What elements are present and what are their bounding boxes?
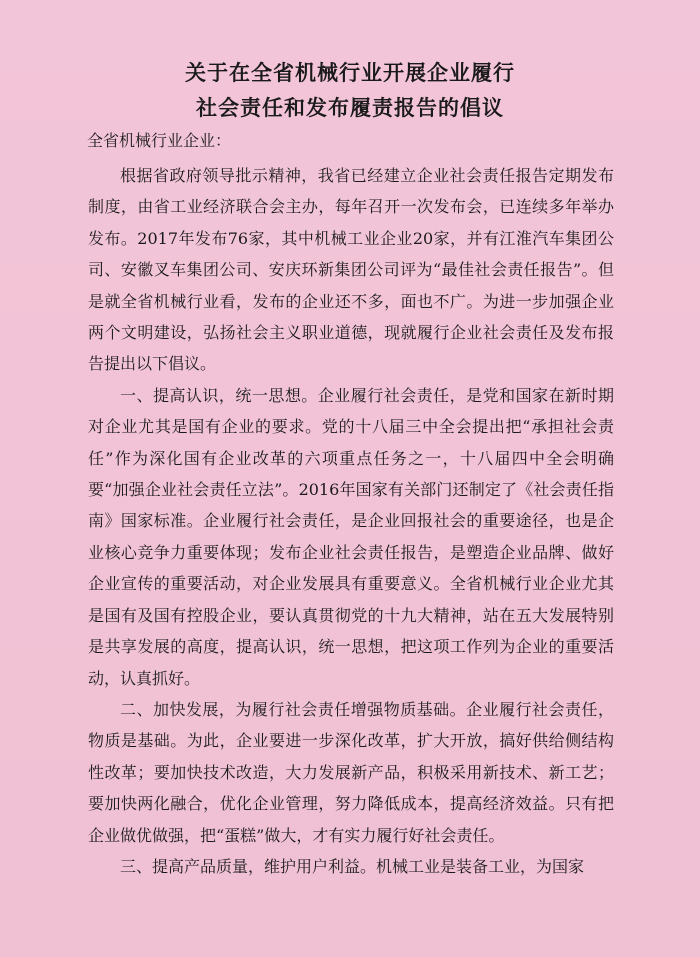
paragraph-section-3: 三、提高产品质量，维护用户利益。机械工业是装备工业，为国家 — [120, 856, 585, 876]
salutation: 全省机械行业企业： — [87, 131, 232, 150]
document-title-line-1: 关于在全省机械行业开展企业履行 — [185, 60, 515, 85]
document-title-line-2: 社会责任和发布履责报告的倡议 — [196, 95, 504, 120]
document-body — [88, 160, 614, 882]
paragraph-intro: 根据省政府领导批示精神，我省已经建立企业社会责任报告定期发布制度，由省工业经济联合会主办，每年召开一次发布会，已连续多年举办发布。2017年发布76家，其中机械工业企业20家，并有江淮汽车集团公司、安徽叉车集团公司、安庆环新集团公司评为“最佳社会责任报告”。但是就全省机械行业看，发布的企业还不多，面也不广。为进一步加强企业两个文明建设，弘扬社会主义职业道德，现就履行企业社会责任及发布报告提出以下倡议。 — [88, 166, 614, 374]
paragraph-section-1: 一、提高认识，统一思想。企业履行社会责任，是党和国家在新时期对企业尤其是国有企业的要求。党的十八届三中全会提出把“承担社会责任”作为深化国有企业改革的六项重点任务之一，十八届四中全会明确要“加强企业社会责任立法”。2016年国家有关部门还制定了《社会责任指南》国家标准。企业履行社会责任，是企业回报社会的重要途径，也是企业核心竞争力重要体现；发布企业社会责任报告，是塑造企业品牌、做好企业宣传的重要活动，对企业发展具有重要意义。全省机械行业企业尤其是国有及国有控股企业，要认真贯彻党的十九大精神，站在五大发展特别是共享发展的高度，提高认识，统一思想，把这项工作列为企业的重要活动，认真抓好。 — [88, 385, 614, 688]
paragraph-section-2: 二、加快发展，为履行社会责任增强物质基础。企业履行社会责任，物质是基础。为此，企业要进一步深化改革，扩大开放，搞好供给侧结构性改革；要加快技术改造，大力发展新产品，积极采用新技术、新工艺；要加快两化融合，优化企业管理，努力降低成本，提高经济效益。只有把企业做优做强，把“蛋糕”做大，才有实力履行好社会责任。 — [88, 699, 614, 845]
